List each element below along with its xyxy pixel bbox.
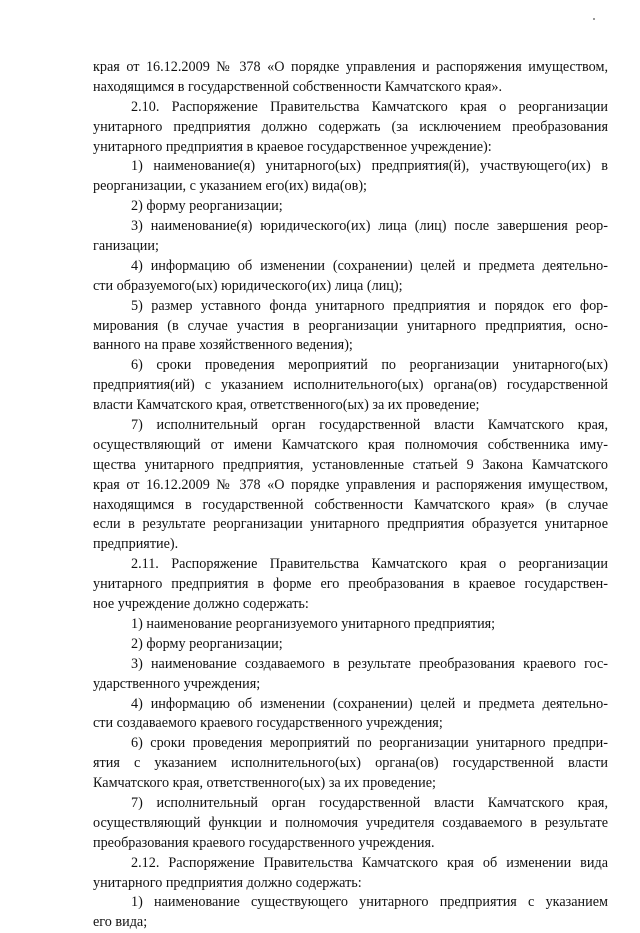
text-line: ятия с указанием исполнительного(ых) органа(ов) государственной власти [93,755,608,772]
scan-dot-mark [593,18,595,20]
text-line: 6) сроки проведения мероприятий по реорганизации унитарного предпри- [131,735,608,752]
text-line: 2.11. Распоряжение Правительства Камчатского края о реорганизации [131,556,608,573]
text-line: 1) наименование реорганизуемого унитарного предприятия; [131,615,496,632]
text-line: находящимся в государственной собственности Камчатского края». [93,78,503,95]
text-line: осуществляющий функции и полномочия учредителя создаваемого в результате [93,814,608,831]
text-line: ганизации; [93,238,159,255]
text-line: его вида; [93,914,148,931]
text-line: находящимся в государственной собственности Камчатского края» (в случае [93,496,608,513]
text-line: края от 16.12.2009 № 378 «О порядке управления и распоряжения имуществом, [93,59,608,75]
text-line: 5) размер уставного фонда унитарного предприятия и порядок его фор- [131,297,608,314]
text-line: 2.12. Распоряжение Правительства Камчатского края об изменении вида [131,854,608,871]
text-line: 2) форму реорганизации; [131,635,283,652]
text-line: 1) наименование существующего унитарного предприятия с указанием [131,894,608,911]
text-line: 1) наименование(я) унитарного(ых) предприятия(й), участвующего(их) в [131,158,608,175]
text-line: ударственного учреждения; [93,675,261,692]
text-line: 2.10. Распоряжение Правительства Камчатского края о реорганизации [131,98,608,115]
text-line: реорганизации, с указанием его(их) вида(ов); [93,178,368,195]
text-line: унитарного предприятия должно содержать (за исключением преобразования [93,118,608,135]
document-body-text [93,58,608,933]
text-line: ванного на праве хозяйственного ведения); [93,337,353,354]
text-line: сти образуемого(ых) юридического(их) лица (лиц); [93,277,403,294]
text-line: 2) форму реорганизации; [131,198,283,215]
text-line: 4) информацию об изменении (сохранении) целей и предмета деятельно- [131,695,608,712]
text-line: власти Камчатского края, ответственного(ых) за их проведение; [93,397,480,414]
text-line: сти создаваемого краевого государственного учреждения; [93,715,443,732]
text-line: 7) исполнительный орган государственной власти Камчатского края, [131,794,608,811]
text-line: предприятия(ий) с указанием исполнительного(ых) органа(ов) государственной [93,377,608,394]
text-line: 7) исполнительный орган государственной власти Камчатского края, [131,417,608,434]
text-line: предприятие). [93,536,179,553]
text-line: преобразования краевого государственного учреждения. [93,834,435,851]
text-line: 3) наименование создаваемого в результате преобразования краевого гос- [131,655,608,672]
text-line: мирования (в случае участия в реорганизации унитарного предприятия, осно- [93,317,608,334]
text-line: унитарного предприятия в краевое государственное учреждение): [93,138,492,155]
text-line: если в результате реорганизации унитарного предприятия образуется унитарное [93,516,608,533]
text-line: 3) наименование(я) юридического(их) лица (лиц) после завершения реор- [131,218,608,235]
text-line: 4) информацию об изменении (сохранении) целей и предмета деятельно- [131,257,608,274]
text-line: 6) сроки проведения мероприятий по реорганизации унитарного(ых) [131,357,608,374]
text-line: края от 16.12.2009 № 378 «О порядке управления и распоряжения имуществом, [93,476,608,493]
text-line: Камчатского края, ответственного(ых) за их проведение; [93,775,436,792]
text-line: осуществляющий от имени Камчатского края полномочия собственника иму- [93,436,608,453]
text-line: щества унитарного предприятия, установленные статьей 9 Закона Камчатского [93,456,608,473]
text-line: ное учреждение должно содержать: [93,596,309,613]
text-line: унитарного предприятия должно содержать: [93,874,362,891]
text-line: унитарного предприятия в форме его преобразования в краевое государствен- [93,576,608,593]
